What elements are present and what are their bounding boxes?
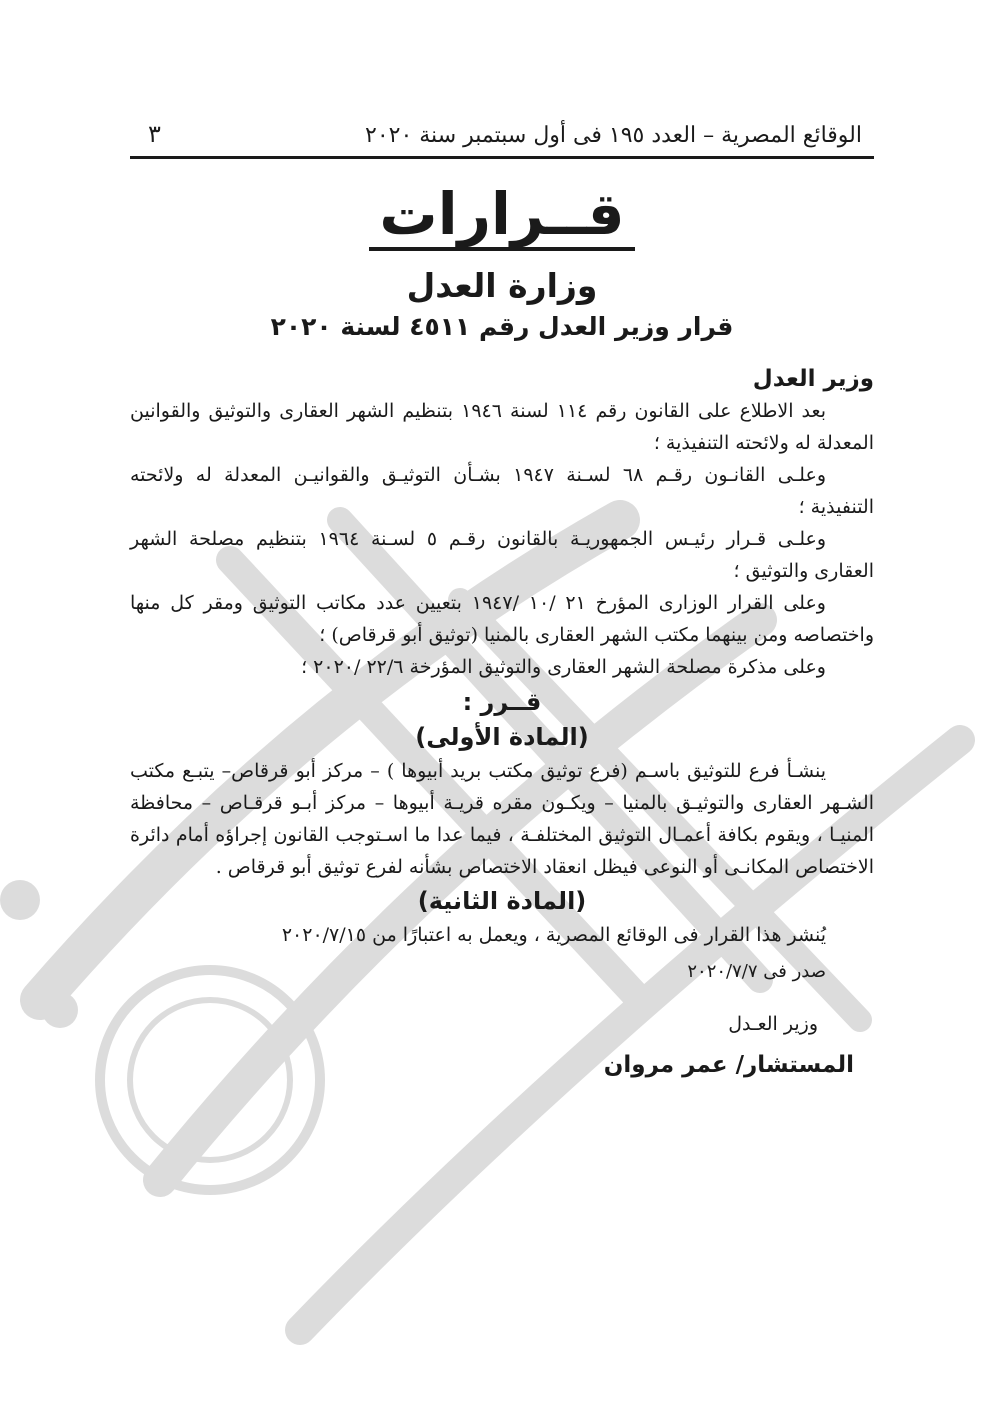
ministry-name: وزارة العدل bbox=[406, 266, 598, 305]
page-content bbox=[130, 110, 874, 1085]
signature-name: المستشار/ عمر مروان bbox=[603, 1052, 854, 1078]
running-header bbox=[130, 110, 874, 159]
preamble-paragraph: وعلى مذكرة مصلحة الشهر العقارى والتوثيق المؤرخة ٢٢/٦ /٢٠٢٠ ؛ bbox=[301, 656, 826, 678]
article-2-text: يُنشر هذا القرار فى الوقائع المصرية ، ويعمل به اعتبارًا من ٢٠٢٠/٧/١٥ bbox=[281, 924, 826, 946]
decree-title: قرار وزير العدل رقم ٤٥١١ لسنة ٢٠٢٠ bbox=[270, 312, 734, 341]
article-1-text: ينشـأ فرع للتوثيق باسـم (فرع توثيق مكتب بريد أبيوها ) – مركز أبو قرقاص– يتبـع مكتب الشـهر العقارى والتوثيـق بالمنيا – ويكـون مقره قريـة أبيوها – مركز أبـو قرقـاص – محافظة المنيـا ، ويقوم بكافة أعمـال التوثيق المختلفـة ، فيما عدا ما اسـتوجب القانون إجراؤه أمام دائرة الاختصاص المكانـى أو النوعى فيظل انعقاد الاختصاص بشأنه لفرع توثيق أبو قرقاص . bbox=[130, 760, 874, 878]
section-title-text: قــرارات bbox=[369, 183, 634, 251]
preamble-paragraph: وعلى القرار الوزارى المؤرخ ٢١ /١٠ /١٩٤٧ بتعيين عدد مكاتب التوثيق ومقر كل منها واختصاصه ومن بينهما مكتب الشهر العقارى بالمنيا (توثيق أبو قرقاص) ؛ bbox=[130, 592, 874, 646]
running-header-title: الوقائع المصرية – العدد ١٩٥ فى أول سبتمبر سنة ٢٠٢٠ bbox=[365, 123, 862, 148]
minister-heading: وزير العدل bbox=[752, 366, 874, 392]
preamble-paragraph: وعلـى القانـون رقـم ٦٨ لسـنة ١٩٤٧ بشـأن التوثيـق والقوانيـن المعدلة له ولائحته التنفيذية ؛ bbox=[130, 464, 874, 518]
preamble-paragraph: بعد الاطلاع على القانون رقم ١١٤ لسنة ١٩٤٦ بتنظيم الشهر العقارى والتوثيق والقوانين المعدلة له ولائحته التنفيذية ؛ bbox=[130, 400, 874, 454]
signature-block bbox=[554, 1009, 874, 1085]
decided-label: قــرر : bbox=[462, 688, 542, 716]
page-number: ٣ bbox=[148, 120, 161, 148]
article-1-heading: (المادة الأولى) bbox=[415, 723, 589, 751]
signature-role: وزير العـدل bbox=[728, 1013, 818, 1035]
preamble-paragraph: وعلـى قـرار رئيـس الجمهوريـة بالقانون رقـم ٥ لسـنة ١٩٦٤ بتنظيم مصلحة الشهر العقارى والتوثيق ؛ bbox=[130, 528, 874, 582]
issued-date: صدر فى ٢٠٢٠/٧/٧ bbox=[687, 961, 826, 982]
section-title bbox=[130, 179, 874, 251]
article-2-heading: (المادة الثانية) bbox=[417, 887, 587, 915]
